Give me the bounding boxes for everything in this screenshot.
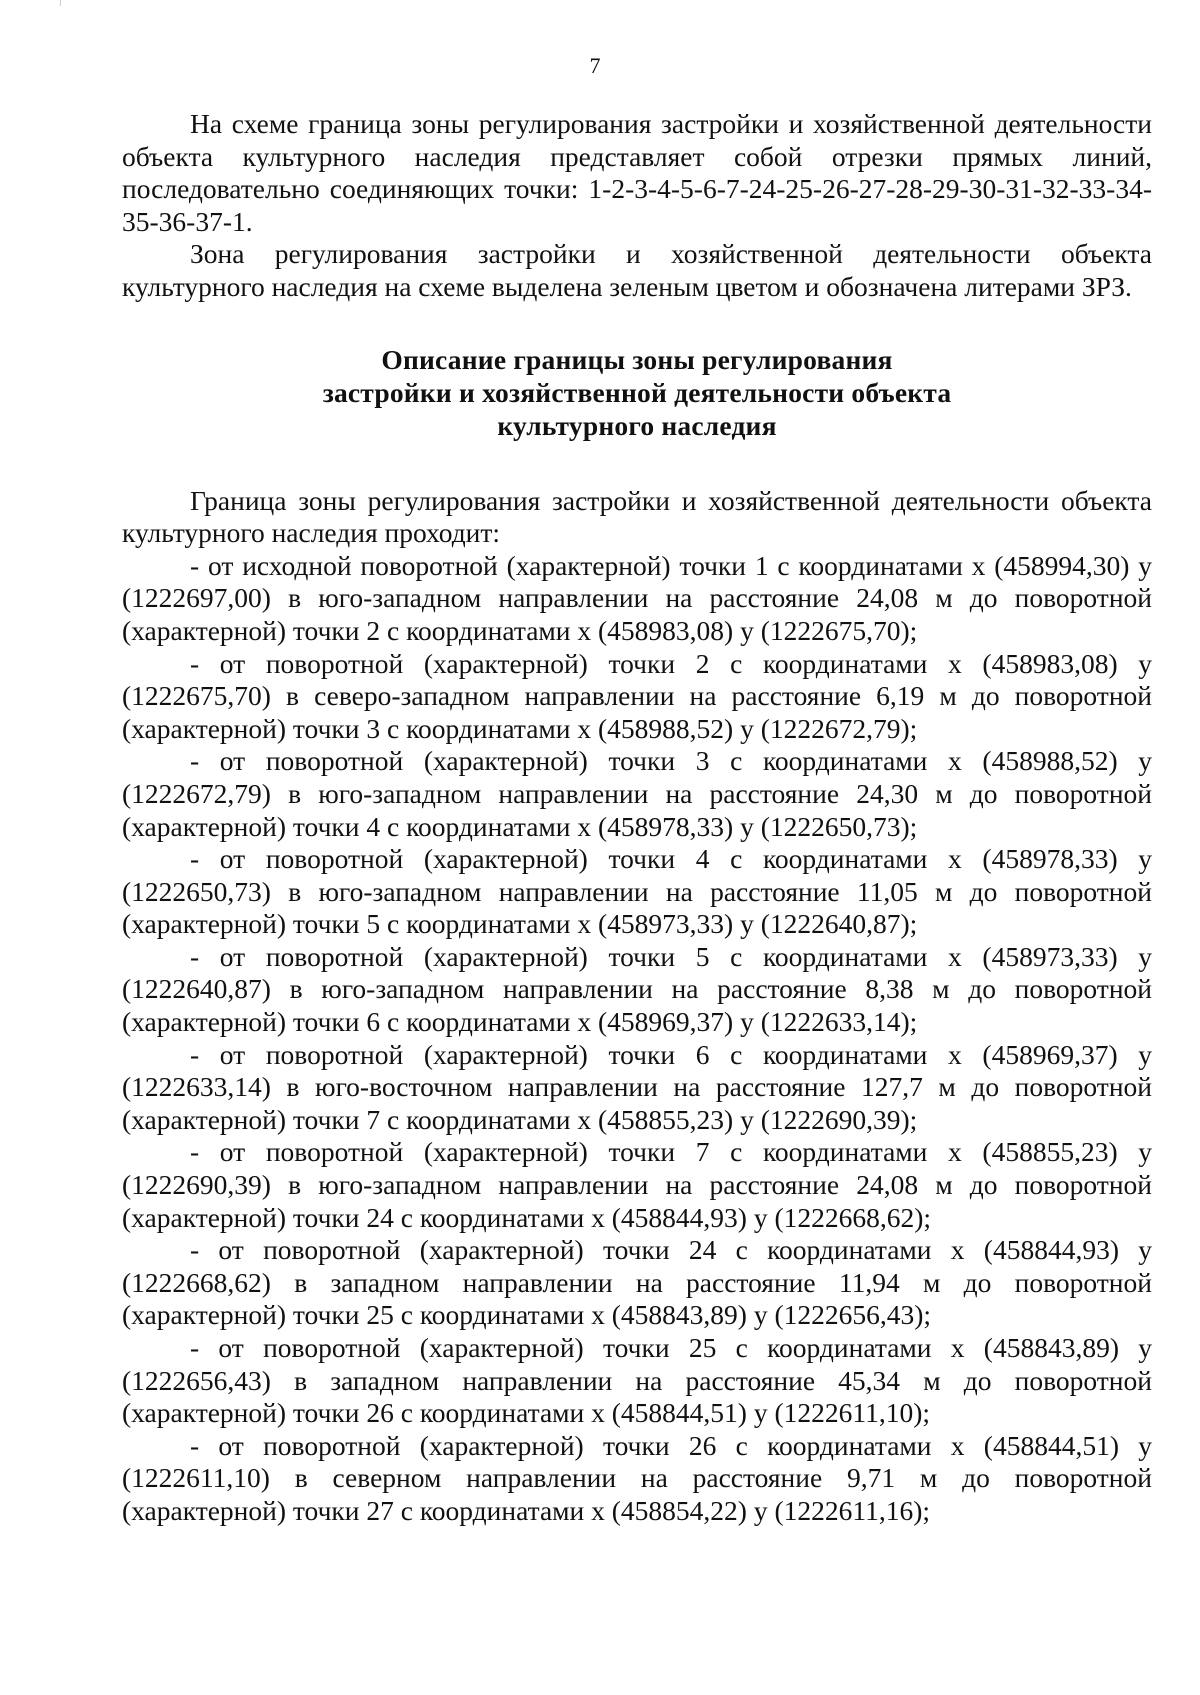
lead-paragraph: Граница зоны регулирования застройки и хозяйственной деятельности объекта культурного наследия проходит: xyxy=(122,484,1152,549)
intro-paragraph-1: На схеме граница зоны регулирования застройки и хозяйственной деятельности объекта культурного наследия представляет собой отрезки прямых линий, последовательно соединяющих точки: 1-2-3-4-5-6-7-24-25-26-27-28-29-30-31-32-33-34-35-36-37-1. xyxy=(122,108,1152,237)
segment-item-1: - от исходной поворотной (характерной) точки 1 с координатами х (458994,30) у (1222697,00) в юго-западном направлении на расстояние 24,08 м до поворотной (характерной) точки 2 с координатами х (458983,08) у (1222675,70); xyxy=(122,549,1152,646)
segment-item-10: - от поворотной (характерной) точки 26 с координатами х (458844,51) у (1222611,10) в северном направлении на расстояние 9,71 м до поворотной (характерной) точки 27 с координатами х (458854,22) у (1222611,16); xyxy=(122,1429,1152,1526)
segment-item-3: - от поворотной (характерной) точки 3 с координатами х (458988,52) у (1222672,79) в юго-западном направлении на расстояние 24,30 м до поворотной (характерной) точки 4 с координатами х (458978,33) у (1222650,73); xyxy=(122,745,1152,842)
segment-item-8: - от поворотной (характерной) точки 24 с координатами х (458844,93) у (1222668,62) в западном направлении на расстояние 11,94 м до поворотной (характерной) точки 25 с координатами х (458843,89) у (1222656,43); xyxy=(122,1234,1152,1331)
page-number: 7 xyxy=(589,53,601,78)
segment-item-9: - от поворотной (характерной) точки 25 с координатами х (458843,89) у (1222656,43) в западном направлении на расстояние 45,34 м до поворотной (характерной) точки 26 с координатами х (458844,51) у (1222611,10); xyxy=(122,1332,1152,1429)
scan-edge-mark xyxy=(60,0,61,6)
section-heading xyxy=(122,343,1152,442)
segment-item-7: - от поворотной (характерной) точки 7 с координатами х (458855,23) у (1222690,39) в юго-западном направлении на расстояние 24,08 м до поворотной (характерной) точки 24 с координатами х (458844,93) у (1222668,62); xyxy=(122,1136,1152,1233)
intro-paragraph-2: Зона регулирования застройки и хозяйственной деятельности объекта культурного наследия на схеме выделена зеленым цветом и обозначена литерами ЗРЗ. xyxy=(122,238,1152,302)
section-heading-line-3: культурного наследия xyxy=(497,409,777,441)
section-heading-line-2: застройки и хозяйственной деятельности объекта xyxy=(322,376,952,408)
segment-item-2: - от поворотной (характерной) точки 2 с координатами х (458983,08) у (1222675,70) в северо-западном направлении на расстояние 6,19 м до поворотной (характерной) точки 3 с координатами х (458988,52) у (1222672,79); xyxy=(122,647,1152,744)
segment-item-4: - от поворотной (характерной) точки 4 с координатами х (458978,33) у (1222650,73) в юго-западном направлении на расстояние 11,05 м до поворотной (характерной) точки 5 с координатами х (458973,33) у (1222640,87); xyxy=(122,843,1152,940)
segment-item-6: - от поворотной (характерной) точки 6 с координатами х (458969,37) у (1222633,14) в юго-восточном направлении на расстояние 127,7 м до поворотной (характерной) точки 7 с координатами х (458855,23) у (1222690,39); xyxy=(122,1038,1152,1135)
segment-item-5: - от поворотной (характерной) точки 5 с координатами х (458973,33) у (1222640,87) в юго-западном направлении на расстояние 8,38 м до поворотной (характерной) точки 6 с координатами х (458969,37) у (1222633,14); xyxy=(122,940,1152,1038)
document-body xyxy=(122,108,1152,1528)
section-heading-line-1: Описание границы зоны регулирования xyxy=(381,343,893,375)
